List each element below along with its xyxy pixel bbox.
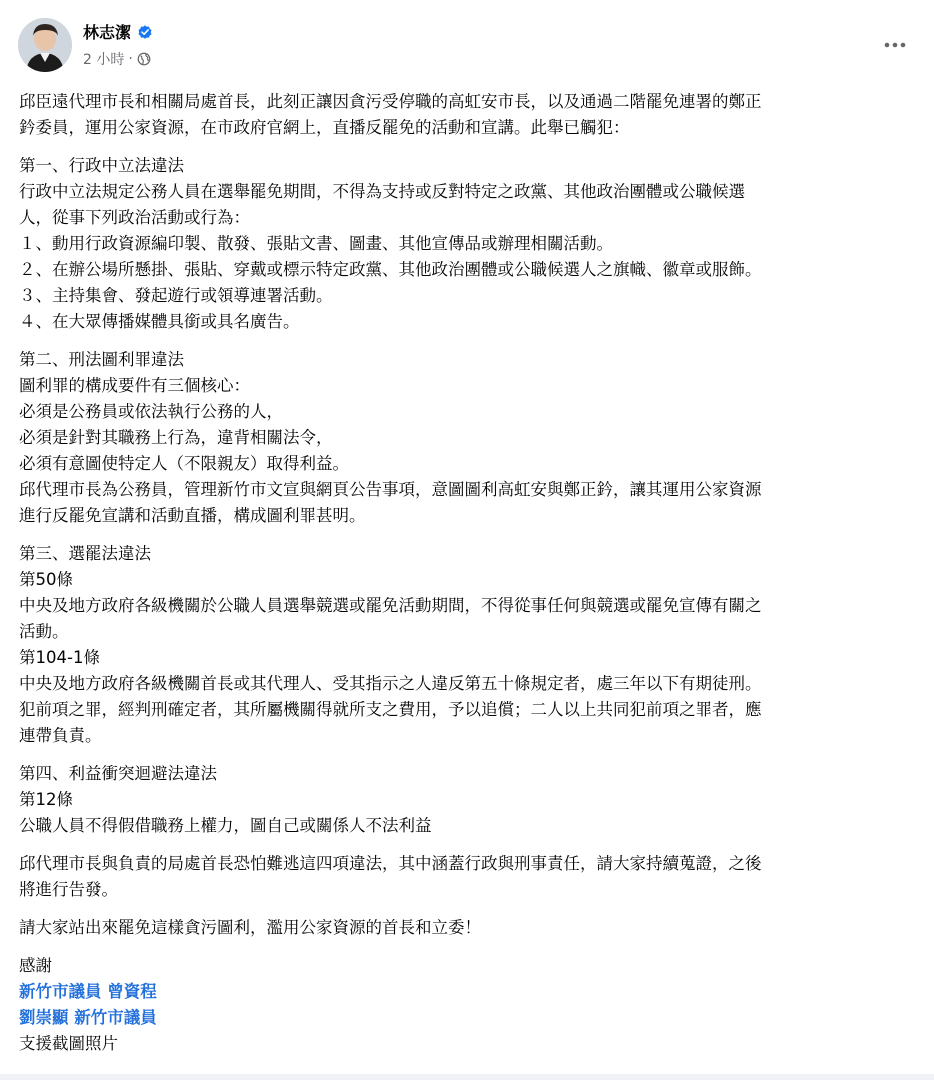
text-line: 人，從事下列政治活動或行為：	[19, 208, 250, 227]
post-meta	[83, 49, 151, 69]
post-header	[18, 18, 916, 74]
text-line: 進行反罷免宣講和活動直播，構成圖利罪甚明。	[19, 506, 366, 525]
section-heading: 第二、刑法圖利罪違法	[19, 350, 184, 369]
list-item: ４、在大眾傳播媒體具銜或具名廣告。	[19, 312, 300, 331]
paragraph-criminal-law	[19, 347, 925, 529]
avatar[interactable]	[18, 18, 72, 72]
paragraph-conclusion	[19, 851, 925, 903]
more-options-icon	[884, 42, 906, 48]
text-line: 將進行告發。	[19, 880, 118, 899]
article-number: 第12條	[19, 790, 73, 809]
text-line: 請大家站出來罷免這樣貪污圖利，濫用公家資源的首長和立委！	[19, 918, 481, 937]
paragraph-intro	[19, 89, 925, 141]
text-line: 行政中立法規定公務人員在選舉罷免期間，不得為支持或反對特定之政黨、其他政治團體或公職候選	[19, 182, 745, 201]
article-number: 第50條	[19, 570, 73, 589]
paragraph-thanks	[19, 953, 925, 1057]
list-item: １、動用行政資源編印製、散發、張貼文書、圖畫、其他宣傳品或辦理相關活動。	[19, 234, 613, 253]
closing-text: 支援截圖照片	[19, 1034, 118, 1053]
paragraph-admin-neutrality	[19, 153, 925, 335]
paragraph-recall-law	[19, 541, 925, 749]
thanks-text: 感謝	[19, 956, 52, 975]
article-number: 第104-1條	[19, 648, 100, 667]
list-item: ３、主持集會、發起遊行或領導連署活動。	[19, 286, 333, 305]
text-line: 必須有意圖使特定人（不限親友）取得利益。	[19, 454, 349, 473]
section-heading: 第一、行政中立法違法	[19, 156, 184, 175]
text-line: 必須是公務員或依法執行公務的人，	[19, 402, 283, 421]
meta-separator: ·	[128, 51, 133, 67]
verified-badge-icon	[137, 24, 153, 40]
globe-icon[interactable]	[137, 52, 151, 66]
text-line: 中央及地方政府各級機關首長或其代理人、受其指示之人違反第五十條規定者，處三年以下有期徒刑。	[19, 674, 762, 693]
post-divider	[0, 1074, 934, 1080]
author-line	[83, 20, 153, 43]
text-line: 邱臣遠代理市長和相關局處首長，此刻正讓因貪污受停職的高虹安市長，以及通過二階罷免連署的鄭正	[19, 92, 762, 111]
text-line: 必須是針對其職務上行為，違背相關法令，	[19, 428, 333, 447]
section-heading: 第三、選罷法違法	[19, 544, 151, 563]
text-line: 鈐委員，運用公家資源，在市政府官網上，直播反罷免的活動和宣講。此舉已觸犯：	[19, 118, 630, 137]
post-body	[19, 89, 925, 1069]
tagged-profile-link[interactable]: 劉崇顯 新竹市議員	[19, 1008, 157, 1027]
more-options-button[interactable]	[880, 30, 910, 60]
text-line: 公職人員不得假借職務上權力，圖自己或關係人不法利益	[19, 816, 432, 835]
avatar-portrait-icon	[18, 18, 72, 72]
text-line: 邱代理市長為公務員，管理新竹市文宣與網頁公告事項，意圖圖利高虹安與鄭正鈐，讓其運用公家資源	[19, 480, 762, 499]
list-item: ２、在辦公場所懸掛、張貼、穿戴或標示特定政黨、其他政治團體或公職候選人之旗幟、徽章或服飾。	[19, 260, 762, 279]
tagged-profile-link[interactable]: 新竹市議員 曾資程	[19, 982, 157, 1001]
text-line: 邱代理市長與負責的局處首長恐怕難逃這四項違法，其中涵蓋行政與刑事責任，請大家持續蒐證，之後	[19, 854, 762, 873]
paragraph-conflict-of-interest	[19, 761, 925, 839]
text-line: 活動。	[19, 622, 69, 641]
text-line: 犯前項之罪，經判刑確定者，其所屬機關得就所支之費用，予以追償；二人以上共同犯前項之罪者，應	[19, 700, 762, 719]
section-heading: 第四、利益衝突迴避法違法	[19, 764, 217, 783]
paragraph-call-to-action	[19, 915, 925, 941]
text-line: 圖利罪的構成要件有三個核心：	[19, 376, 250, 395]
post-time[interactable]: 2 小時	[83, 52, 125, 68]
author-name[interactable]: 林志潔	[83, 23, 132, 42]
text-line: 中央及地方政府各級機關於公職人員選舉競選或罷免活動期間，不得從事任何與競選或罷免宣傳有關之	[19, 596, 762, 615]
text-line: 連帶負責。	[19, 726, 102, 745]
